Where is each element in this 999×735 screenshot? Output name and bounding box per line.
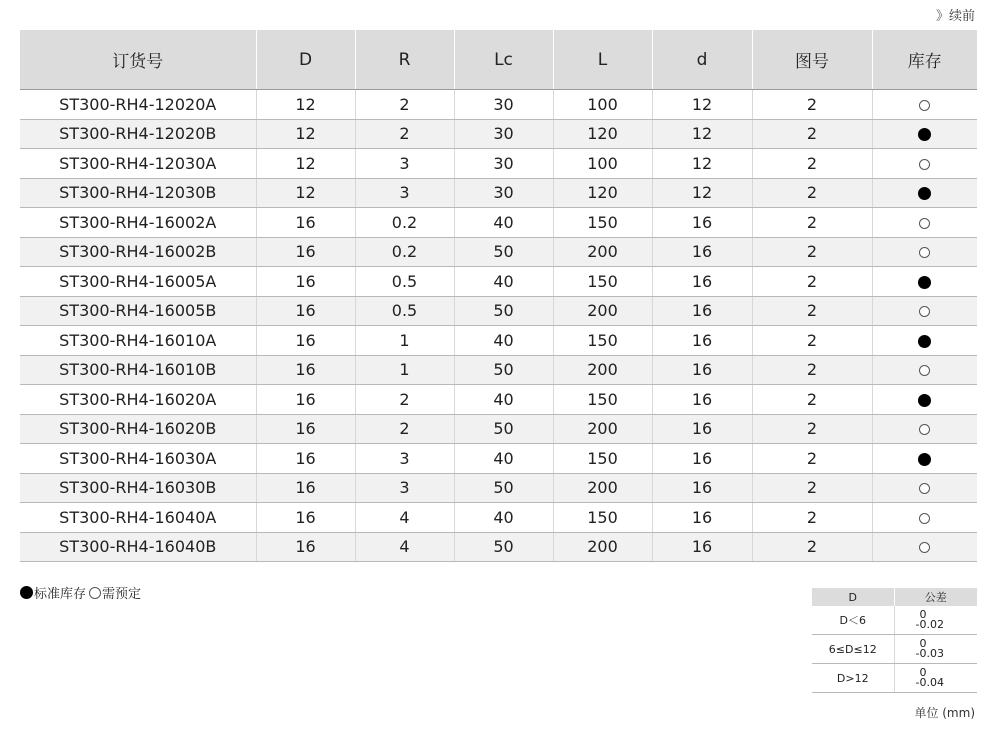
cell-small-d: 16 (652, 385, 752, 415)
empty-circle-icon (919, 100, 930, 111)
table-row (20, 178, 977, 208)
cell-r-radius: 1 (355, 326, 454, 356)
cell-order-number: ST300-RH4-16005B (20, 296, 256, 326)
cell-l-length: 120 (553, 178, 652, 208)
cell-order-number: ST300-RH4-16030B (20, 473, 256, 503)
cell-l-length: 150 (553, 385, 652, 415)
empty-circle-icon (919, 542, 930, 553)
cell-small-d: 16 (652, 355, 752, 385)
cell-d-diameter: 16 (256, 385, 355, 415)
header-drawing-number: 图号 (752, 30, 872, 90)
table-row (20, 503, 977, 533)
empty-circle-icon (919, 424, 930, 435)
cell-l-length: 200 (553, 237, 652, 267)
cell-d-diameter: 12 (256, 119, 355, 149)
header-small-d: d (652, 30, 752, 90)
cell-d-diameter: 16 (256, 208, 355, 238)
cell-order-number: ST300-RH4-16002B (20, 237, 256, 267)
cell-d-diameter: 12 (256, 149, 355, 179)
cell-d-diameter: 16 (256, 267, 355, 297)
cell-small-d: 12 (652, 119, 752, 149)
tolerance-value (894, 664, 977, 693)
cell-r-radius: 0.5 (355, 267, 454, 297)
cell-drawing-number: 2 (752, 178, 872, 208)
cell-drawing-number: 2 (752, 503, 872, 533)
cell-r-radius: 3 (355, 473, 454, 503)
cell-d-diameter: 16 (256, 326, 355, 356)
cell-stock (872, 473, 977, 503)
cell-lc: 50 (454, 532, 553, 562)
cell-drawing-number: 2 (752, 267, 872, 297)
cell-l-length: 100 (553, 90, 652, 120)
cell-small-d: 16 (652, 208, 752, 238)
cell-drawing-number: 2 (752, 208, 872, 238)
table-row (20, 473, 977, 503)
cell-small-d: 12 (652, 178, 752, 208)
table-row (20, 355, 977, 385)
tolerance-upper: 0 (919, 666, 927, 679)
header-lc: Lc (454, 30, 553, 90)
tolerance-row (812, 635, 977, 664)
cell-l-length: 100 (553, 149, 652, 179)
cell-small-d: 12 (652, 149, 752, 179)
empty-circle-icon (919, 159, 930, 170)
filled-circle-icon (918, 394, 931, 407)
cell-drawing-number: 2 (752, 90, 872, 120)
filled-circle-icon (918, 187, 931, 200)
cell-order-number: ST300-RH4-12030B (20, 178, 256, 208)
cell-l-length: 150 (553, 208, 652, 238)
legend-needs-order: 需预定 (102, 587, 142, 602)
cell-r-radius: 0.2 (355, 237, 454, 267)
cell-l-length: 200 (553, 532, 652, 562)
tolerance-condition: D＜6 (812, 606, 894, 635)
cell-small-d: 16 (652, 326, 752, 356)
cell-order-number: ST300-RH4-16005A (20, 267, 256, 297)
cell-small-d: 12 (652, 90, 752, 120)
tolerance-value (894, 635, 977, 664)
cell-d-diameter: 16 (256, 503, 355, 533)
filled-circle-icon (918, 128, 931, 141)
cell-lc: 50 (454, 414, 553, 444)
cell-drawing-number: 2 (752, 149, 872, 179)
cell-lc: 40 (454, 267, 553, 297)
cell-r-radius: 3 (355, 444, 454, 474)
cell-stock (872, 119, 977, 149)
cell-drawing-number: 2 (752, 237, 872, 267)
cell-small-d: 16 (652, 503, 752, 533)
cell-d-diameter: 16 (256, 444, 355, 474)
cell-small-d: 16 (652, 532, 752, 562)
cell-stock (872, 267, 977, 297)
cell-lc: 40 (454, 503, 553, 533)
cell-r-radius: 2 (355, 385, 454, 415)
table-row (20, 296, 977, 326)
cell-d-diameter: 12 (256, 90, 355, 120)
cell-d-diameter: 16 (256, 414, 355, 444)
cell-drawing-number: 2 (752, 414, 872, 444)
cell-stock (872, 385, 977, 415)
cell-order-number: ST300-RH4-16010A (20, 326, 256, 356)
cell-lc: 30 (454, 119, 553, 149)
cell-order-number: ST300-RH4-16030A (20, 444, 256, 474)
table-row (20, 90, 977, 120)
cell-r-radius: 1 (355, 355, 454, 385)
table-row (20, 267, 977, 297)
tolerance-header-d: D (812, 588, 894, 606)
tolerance-upper: 0 (919, 637, 927, 650)
cell-r-radius: 2 (355, 119, 454, 149)
cell-lc: 30 (454, 149, 553, 179)
table-row (20, 532, 977, 562)
filled-circle-icon (20, 586, 33, 599)
cell-stock (872, 532, 977, 562)
filled-circle-icon (918, 453, 931, 466)
table-row (20, 326, 977, 356)
cell-order-number: ST300-RH4-16040B (20, 532, 256, 562)
empty-circle-icon (919, 306, 930, 317)
cell-d-diameter: 16 (256, 237, 355, 267)
header-d-diameter: D (256, 30, 355, 90)
cell-stock (872, 178, 977, 208)
table-row (20, 385, 977, 415)
table-row (20, 119, 977, 149)
cell-l-length: 200 (553, 473, 652, 503)
cell-order-number: ST300-RH4-16020B (20, 414, 256, 444)
cell-l-length: 150 (553, 444, 652, 474)
empty-circle-icon (919, 365, 930, 376)
cell-lc: 40 (454, 326, 553, 356)
cell-order-number: ST300-RH4-12020B (20, 119, 256, 149)
product-table (20, 30, 977, 562)
cell-drawing-number: 2 (752, 119, 872, 149)
cell-r-radius: 3 (355, 149, 454, 179)
cell-stock (872, 326, 977, 356)
cell-lc: 30 (454, 90, 553, 120)
cell-small-d: 16 (652, 444, 752, 474)
cell-small-d: 16 (652, 414, 752, 444)
cell-stock (872, 296, 977, 326)
unit-label: 单位 (mm) (914, 706, 975, 720)
table-header-row (20, 30, 977, 90)
cell-stock (872, 414, 977, 444)
cell-order-number: ST300-RH4-16010B (20, 355, 256, 385)
cell-order-number: ST300-RH4-12020A (20, 90, 256, 120)
cell-small-d: 16 (652, 237, 752, 267)
cell-order-number: ST300-RH4-16040A (20, 503, 256, 533)
cell-lc: 50 (454, 237, 553, 267)
tolerance-table (812, 588, 977, 693)
cell-order-number: ST300-RH4-12030A (20, 149, 256, 179)
cell-lc: 40 (454, 385, 553, 415)
cell-d-diameter: 16 (256, 473, 355, 503)
tolerance-header-tolerance: 公差 (894, 588, 977, 606)
cell-l-length: 200 (553, 355, 652, 385)
cell-stock (872, 208, 977, 238)
cell-stock (872, 503, 977, 533)
cell-r-radius: 4 (355, 532, 454, 562)
tolerance-value (894, 606, 977, 635)
filled-circle-icon (918, 276, 931, 289)
cell-small-d: 16 (652, 296, 752, 326)
cell-r-radius: 2 (355, 90, 454, 120)
cell-drawing-number: 2 (752, 355, 872, 385)
cell-l-length: 200 (553, 414, 652, 444)
cell-d-diameter: 16 (256, 355, 355, 385)
tolerance-lower: -0.02 (915, 618, 944, 631)
header-r-radius: R (355, 30, 454, 90)
cell-drawing-number: 2 (752, 444, 872, 474)
cell-stock (872, 90, 977, 120)
header-stock: 库存 (872, 30, 977, 90)
cell-small-d: 16 (652, 267, 752, 297)
cell-r-radius: 2 (355, 414, 454, 444)
cell-l-length: 200 (553, 296, 652, 326)
tolerance-condition: 6≤D≤12 (812, 635, 894, 664)
cell-lc: 50 (454, 355, 553, 385)
cell-d-diameter: 16 (256, 296, 355, 326)
header-l-length: L (553, 30, 652, 90)
table-row (20, 444, 977, 474)
empty-circle-icon (919, 218, 930, 229)
cell-stock (872, 444, 977, 474)
legend-standard-stock: 标准库存 (34, 587, 87, 602)
tolerance-lower: -0.03 (915, 647, 944, 660)
cell-r-radius: 3 (355, 178, 454, 208)
cell-drawing-number: 2 (752, 532, 872, 562)
cell-l-length: 120 (553, 119, 652, 149)
cell-l-length: 150 (553, 326, 652, 356)
cell-lc: 40 (454, 208, 553, 238)
cell-r-radius: 4 (355, 503, 454, 533)
header-order-number: 订货号 (20, 30, 256, 90)
cell-stock (872, 149, 977, 179)
cell-r-radius: 0.5 (355, 296, 454, 326)
cell-l-length: 150 (553, 267, 652, 297)
tolerance-header-row (812, 588, 977, 606)
cell-l-length: 150 (553, 503, 652, 533)
empty-circle-icon (89, 587, 101, 599)
cell-order-number: ST300-RH4-16020A (20, 385, 256, 415)
cell-lc: 50 (454, 296, 553, 326)
cell-r-radius: 0.2 (355, 208, 454, 238)
table-row (20, 208, 977, 238)
cell-drawing-number: 2 (752, 385, 872, 415)
cell-drawing-number: 2 (752, 326, 872, 356)
table-row (20, 237, 977, 267)
continued-label: 》续前 (935, 9, 975, 24)
cell-d-diameter: 12 (256, 178, 355, 208)
empty-circle-icon (919, 247, 930, 258)
empty-circle-icon (919, 483, 930, 494)
cell-stock (872, 355, 977, 385)
table-row (20, 414, 977, 444)
cell-drawing-number: 2 (752, 296, 872, 326)
cell-stock (872, 237, 977, 267)
table-row (20, 149, 977, 179)
cell-drawing-number: 2 (752, 473, 872, 503)
cell-lc: 40 (454, 444, 553, 474)
tolerance-upper: 0 (919, 608, 927, 621)
stock-legend (20, 583, 141, 602)
cell-lc: 50 (454, 473, 553, 503)
tolerance-row (812, 664, 977, 693)
tolerance-condition: D>12 (812, 664, 894, 693)
empty-circle-icon (919, 513, 930, 524)
tolerance-row (812, 606, 977, 635)
cell-lc: 30 (454, 178, 553, 208)
cell-order-number: ST300-RH4-16002A (20, 208, 256, 238)
cell-d-diameter: 16 (256, 532, 355, 562)
tolerance-lower: -0.04 (915, 676, 944, 689)
filled-circle-icon (918, 335, 931, 348)
cell-small-d: 16 (652, 473, 752, 503)
